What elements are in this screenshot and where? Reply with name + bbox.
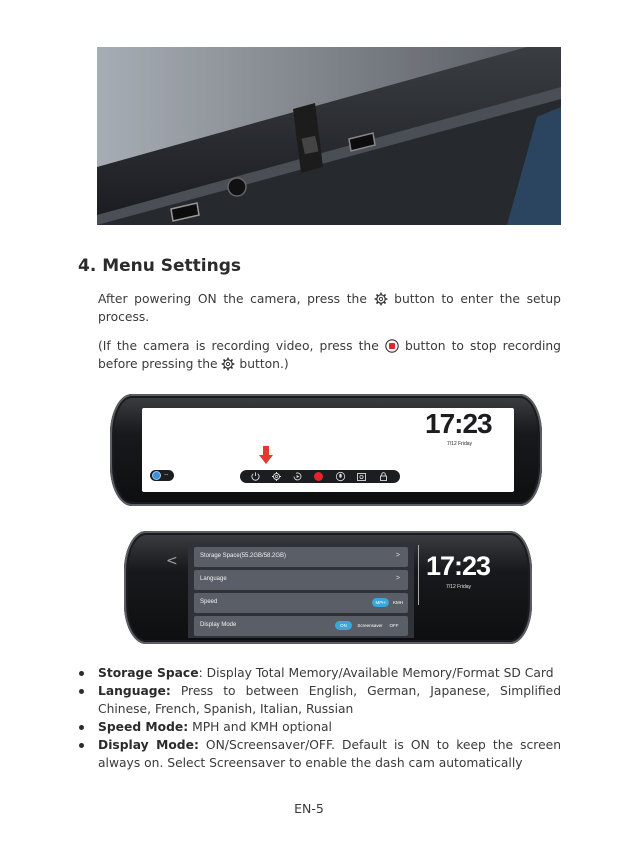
- list-item-term: Display Mode:: [98, 738, 199, 752]
- list-item-text: : Display Total Memory/Available Memory/Format SD Card: [198, 666, 554, 680]
- list-item-term: Language:: [98, 684, 171, 698]
- bullet-icon: [79, 725, 84, 730]
- chevron-right-icon: >: [395, 552, 400, 559]
- section-title: 4. Menu Settings: [78, 256, 242, 276]
- sd-card-insertion-photo: [97, 47, 561, 225]
- gps-status: --: [164, 471, 169, 478]
- list-item: [98, 736, 561, 772]
- list-item-text: ON/Screensaver/OFF. Default is ON to keep the screen always on. Select Screensaver to enable the dash cam automatically: [98, 738, 561, 770]
- camera-snapshot-icon[interactable]: [356, 471, 367, 482]
- settings-menu: [188, 543, 414, 638]
- menu-item-label: Display Mode: [200, 622, 237, 628]
- bullet-icon: [79, 671, 84, 676]
- p2-text-end: button.): [239, 357, 289, 371]
- bullet-icon: [79, 689, 84, 694]
- list-item-term: Speed Mode:: [98, 720, 189, 734]
- clock-date: 7/12 Friday: [447, 441, 473, 447]
- instruction-paragraph-2: [98, 337, 561, 373]
- menu-item-display-mode: [194, 616, 408, 636]
- list-item-term: Storage Space: [98, 666, 199, 680]
- chevron-right-icon: >: [395, 575, 400, 582]
- page-number: EN-5: [294, 801, 324, 816]
- record-stop-icon: [385, 339, 399, 353]
- menu-item-label: Storage Space(55.2GB/58.2GB): [200, 553, 287, 559]
- p1-text-end: button to enter the setup process.: [98, 292, 561, 324]
- menu-item-language[interactable]: [194, 570, 408, 590]
- menu-item-storage-space[interactable]: [194, 547, 408, 567]
- record-button-icon[interactable]: [313, 471, 324, 482]
- list-item: [98, 664, 561, 682]
- clock-date: 7/12 Friday: [446, 584, 472, 590]
- p2-text-middle: button to stop recording before pressing the: [98, 339, 561, 371]
- gear-icon: [374, 292, 388, 306]
- menu-item-label: Speed: [200, 599, 218, 605]
- list-item: [98, 682, 561, 718]
- clock-time: 17:23: [426, 551, 491, 581]
- list-item-text: Press to between English, German, Japanese, Simplified Chinese, French, Spanish, Italian, Russian: [98, 684, 561, 716]
- list-item-text: MPH and KMH optional: [188, 720, 332, 734]
- divider: [418, 545, 419, 605]
- microphone-icon[interactable]: [335, 471, 346, 482]
- gps-badge: [150, 470, 174, 481]
- p2-text-start: (If the camera is recording video, press the: [98, 339, 379, 353]
- red-arrow-icon: [259, 446, 273, 464]
- back-chevron-icon[interactable]: <: [166, 553, 178, 569]
- list-item: [98, 718, 561, 736]
- clock-time: 17:23: [425, 408, 492, 439]
- feature-list: [98, 664, 561, 772]
- gear-icon: [221, 357, 235, 371]
- home-screen: [142, 408, 514, 492]
- mirror-device-home: [110, 394, 542, 506]
- bullet-icon: [79, 743, 84, 748]
- camera-toolbar: [240, 470, 400, 483]
- gps-icon: [152, 471, 161, 480]
- instruction-paragraph-1: [98, 290, 561, 326]
- display-off-toggle[interactable]: OFF: [389, 623, 399, 628]
- power-icon[interactable]: [250, 471, 261, 482]
- settings-gear-icon[interactable]: [271, 471, 282, 482]
- speed-kmh-toggle[interactable]: KMH: [393, 600, 403, 605]
- speed-mph-toggle[interactable]: MPH: [372, 598, 389, 607]
- display-screensaver-toggle[interactable]: Screensaver: [357, 623, 383, 628]
- mirror-device-settings: [124, 531, 532, 644]
- playback-icon[interactable]: [292, 471, 303, 482]
- display-on-toggle[interactable]: ON: [335, 621, 352, 630]
- menu-item-label: Language: [200, 576, 227, 582]
- p1-text-start: After powering ON the camera, press the: [98, 292, 367, 306]
- lock-icon[interactable]: [378, 471, 389, 482]
- menu-item-speed: [194, 593, 408, 613]
